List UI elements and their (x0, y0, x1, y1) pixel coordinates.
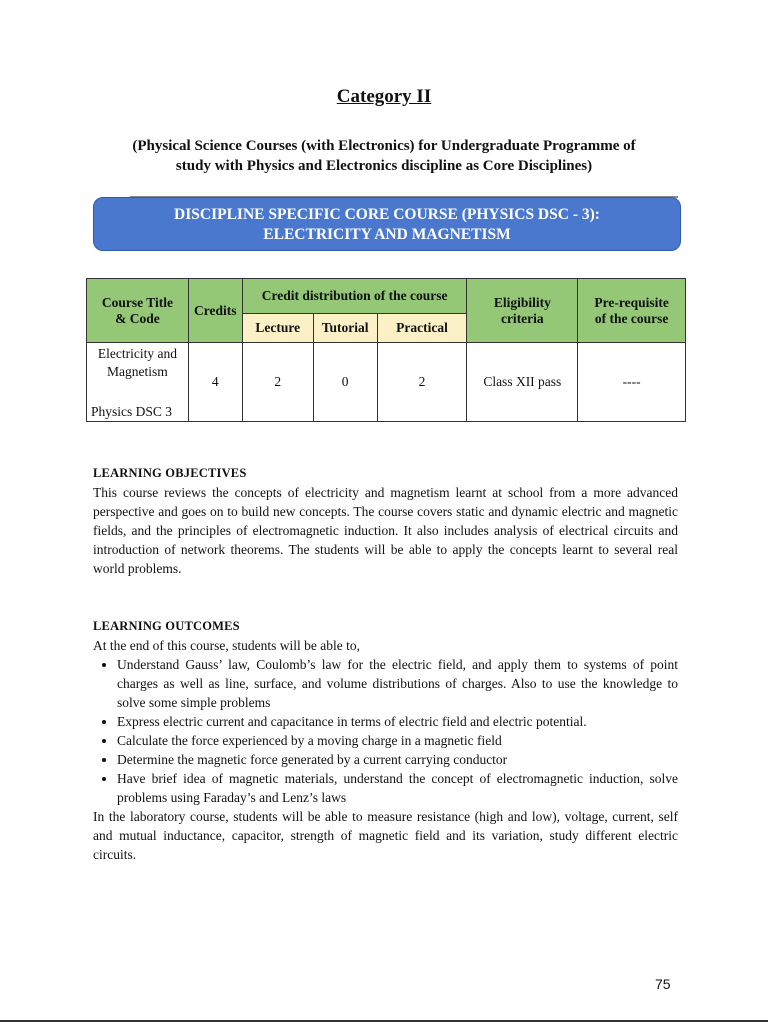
cell-course-title: Electricity and Magnetism Physics DSC 3 (87, 343, 189, 422)
header-course-title: Course Title & Code (87, 279, 189, 343)
banner-line-1: DISCIPLINE SPECIFIC CORE COURSE (PHYSICS DSC - 3): (174, 206, 600, 223)
list-item: • Determine the magnetic force generated by a current carrying conductor (117, 750, 678, 769)
subtitle-line-2: study with Physics and Electronics discipline as Core Disciplines) (175, 158, 593, 174)
list-item: • Have brief idea of magnetic materials, understand the concept of electromagnetic induction, solve problems using Faraday’s and Lenz’s laws (117, 769, 678, 807)
category-title: Category II (336, 86, 432, 107)
bottom-rule (0, 1020, 768, 1022)
cell-tutorial: 0 (313, 343, 377, 422)
learning-objectives-heading: LEARNING OBJECTIVES (93, 466, 247, 480)
course-credit-table (86, 278, 686, 422)
header-lecture: Lecture (242, 314, 313, 343)
learning-objectives-section (93, 464, 678, 578)
subtitle-line-1: (Physical Science Courses (with Electronics) for Undergraduate Programme of (132, 138, 636, 154)
learning-outcomes-section (93, 617, 678, 864)
page-number: 75 (655, 976, 671, 992)
cell-eligibility: Class XII pass (467, 343, 578, 422)
cell-prerequisite: ---- (578, 343, 686, 422)
cell-credits: 4 (188, 343, 242, 422)
learning-outcomes-heading: LEARNING OUTCOMES (93, 619, 240, 633)
learning-outcomes-list (93, 655, 678, 807)
header-practical: Practical (377, 314, 467, 343)
banner-line-2: ELECTRICITY AND MAGNETISM (263, 226, 511, 243)
table-row (87, 343, 686, 422)
header-credit-distribution: Credit distribution of the course (242, 279, 467, 314)
header-tutorial: Tutorial (313, 314, 377, 343)
list-item: • Understand Gauss’ law, Coulomb’s law for the electric field, and apply them to systems of point charges as well as line, surface, and volume distributions of charges. Also to use the knowledge to solve some simple problems (117, 655, 678, 712)
programme-subtitle (90, 136, 678, 176)
learning-outcomes-intro: At the end of this course, students will be able to, (93, 638, 360, 653)
list-item: • Calculate the force experienced by a moving charge in a magnetic field (117, 731, 678, 750)
cell-lecture: 2 (242, 343, 313, 422)
learning-objectives-text: This course reviews the concepts of electricity and magnetism learnt at school from a more advanced perspective and goes on to build new concepts. The course covers static and dynamic electric and magnetic fields, and the principles of electromagnetic induction. It also includes analysis of electrical circuits and introduction of network theorems. The students will be able to apply the concepts learnt to several real world problems. (93, 485, 678, 576)
cell-practical: 2 (377, 343, 467, 422)
header-eligibility: Eligibility criteria (467, 279, 578, 343)
header-credits: Credits (188, 279, 242, 343)
course-banner (93, 197, 681, 251)
learning-outcomes-closing: In the laboratory course, students will be able to measure resistance (high and low), voltage, current, self and mutual inductance, capacitor, strength of magnetic field and its variation, study different electric circuits. (93, 809, 678, 862)
header-prerequisite: Pre-requisite of the course (578, 279, 686, 343)
list-item: • Express electric current and capacitance in terms of electric field and electric potential. (117, 712, 678, 731)
